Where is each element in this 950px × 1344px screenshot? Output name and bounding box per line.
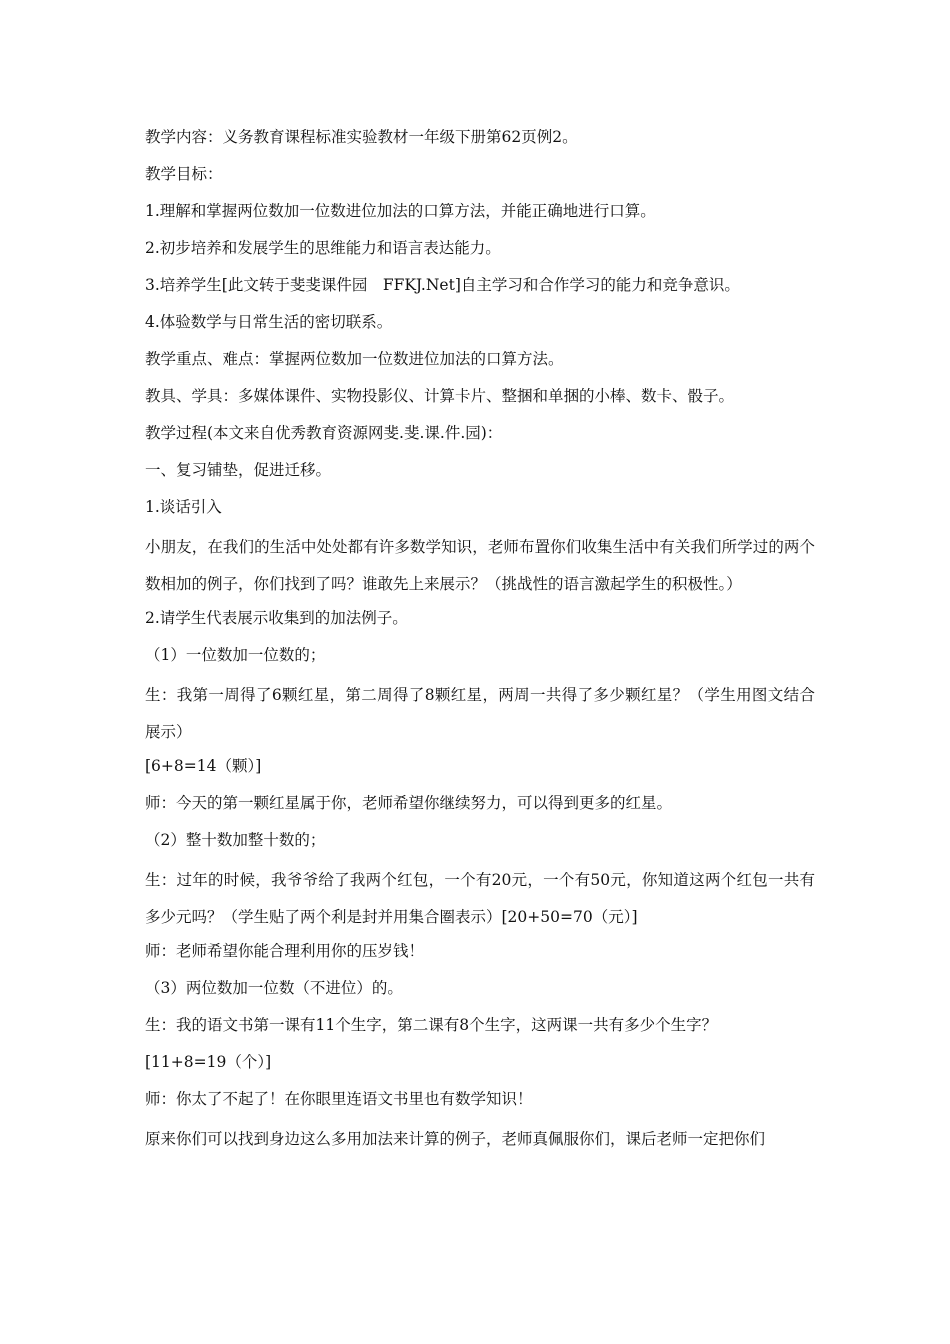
teaching-process-heading: 教学过程(本文来自优秀教育资源网斐.斐.课.件.园)： bbox=[145, 424, 503, 442]
step-2-heading: 2.请学生代表展示收集到的加法例子。 bbox=[145, 609, 408, 627]
example-3-heading: （3）两位数加一位数（不进位）的。 bbox=[145, 979, 403, 997]
document-body bbox=[145, 122, 815, 1158]
goal-1: 1.理解和掌握两位数加一位数进位加法的口算方法，并能正确地进行口算。 bbox=[145, 202, 656, 220]
example-2-heading: （2）整十数加整十数的； bbox=[145, 831, 326, 849]
student-example-2: 生：过年的时候，我爷爷给了我两个红包，一个有20元，一个有50元，你知道这两个红包一共有多少元吗？（学生贴了两个利是封并用集合圈表示）[20+50=70（元）] bbox=[145, 871, 815, 926]
section-1-heading: 一、复习铺垫，促进迁移。 bbox=[145, 461, 332, 479]
student-example-1: 生：我第一周得了6颗红星，第二周得了8颗红星，两周一共得了多少颗红星？（学生用图文结合展示） bbox=[145, 686, 815, 741]
equation-3: [11+8=19（个）] bbox=[145, 1053, 272, 1071]
goal-3: 3.培养学生[此文转于斐斐课件园 FFKJ.Net]自主学习和合作学习的能力和竞争意识。 bbox=[145, 276, 740, 294]
teaching-goals-heading: 教学目标： bbox=[145, 165, 223, 183]
student-example-3: 生：我的语文书第一课有11个生字，第二课有8个生字，这两课一共有多少个生字？ bbox=[145, 1016, 718, 1034]
teacher-reply-3: 师：你太了不起了！在你眼里连语文书里也有数学知识！ bbox=[145, 1090, 533, 1108]
goal-2: 2.初步培养和发展学生的思维能力和语言表达能力。 bbox=[145, 239, 501, 257]
teacher-reply-2: 师：老师希望你能合理利用你的压岁钱！ bbox=[145, 942, 425, 960]
closing-paragraph: 原来你们可以找到身边这么多用加法来计算的例子，老师真佩服你们，课后老师一定把你们 bbox=[145, 1130, 766, 1148]
teaching-aids: 教具、学具：多媒体课件、实物投影仪、计算卡片、整捆和单捆的小棒、数卡、骰子。 bbox=[145, 387, 735, 405]
key-points: 教学重点、难点：掌握两位数加一位数进位加法的口算方法。 bbox=[145, 350, 564, 368]
goal-4: 4.体验数学与日常生活的密切联系。 bbox=[145, 313, 393, 331]
example-1-heading: （1）一位数加一位数的； bbox=[145, 646, 326, 664]
teacher-reply-1: 师：今天的第一颗红星属于你，老师希望你继续努力，可以得到更多的红星。 bbox=[145, 794, 673, 812]
step-1-heading: 1.谈话引入 bbox=[145, 498, 222, 516]
equation-1: [6+8=14（颗）] bbox=[145, 757, 262, 775]
intro-paragraph: 小朋友，在我们的生活中处处都有许多数学知识，老师布置你们收集生活中有关我们所学过的两个数相加的例子，你们找到了吗？谁敢先上来展示？（挑战性的语言激起学生的积极性。） bbox=[145, 538, 815, 593]
teaching-content: 教学内容：义务教育课程标准实验教材一年级下册第62页例2。 bbox=[145, 128, 578, 146]
